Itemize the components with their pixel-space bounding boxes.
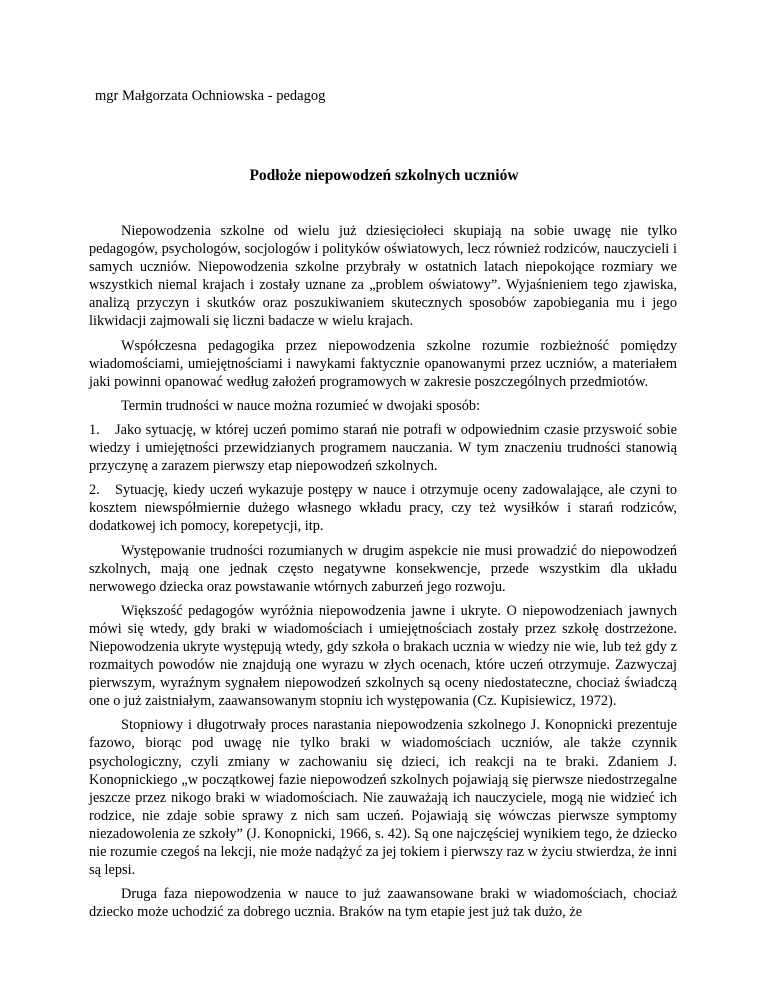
list-item-text: Jako sytuację, w której uczeń pomimo starań nie potrafi w odpowiednim czasie przyswoić sobie wiedzy i umiejętności przewidzianych programem nauczania. W tym znaczeniu trudności stanowią przyczynę a zarazem pierwszy etap niepowodzeń szkolnych. xyxy=(89,421,677,475)
list-item xyxy=(89,421,677,475)
list-item-number: 1. xyxy=(89,421,100,438)
paragraph: Termin trudności w nauce można rozumieć w dwojaki sposób: xyxy=(121,397,481,414)
author-line: mgr Małgorzata Ochniowska - pedagog xyxy=(95,88,326,104)
paragraph: Większość pedagogów wyróżnia niepowodzenia jawne i ukryte. O niepowodzeniach jawnych mówi się wtedy, gdy braki w wiadomościach i umiejętnościach zostały przez szkołę dostrzeżone. Niepowodzenia ukryte występują wtedy, gdy szkoła o brakach ucznia w wiedzy nie wie, lub też gdy z rozmaitych powodów nie znajdują one wyrazu w złych ocenach, które uczeń otrzymuje. Zazwyczaj pierwszym, wyraźnym sygnałem niepowodzeń szkolnych są oceny niedostateczne, chociaż świadczą one o już zaistniałym, zaawansowanym stopniu ich występowania (Cz. Kupisiewicz, 1972). xyxy=(89,602,677,710)
paragraph: Niepowodzenia szkolne od wielu już dziesięciołeci skupiają na sobie uwagę nie tylko pedagogów, psychologów, socjologów i polityków oświatowych, lecz również rodziców, nauczycieli i samych uczniów. Niepowodzenia szkolne przybrały w ostatnich latach niepokojące rozmiary we wszystkich niemal krajach i zostały uznane za „problem oświatowy”. Wyjaśnieniem tego zjawiska, analizą przyczyn i skutków oraz poszukiwaniem skutecznych sposobów zapobiegania mu i jego likwidacji zajmowali się liczni badacze w wielu krajach. xyxy=(89,223,677,330)
list-item-number: 2. xyxy=(89,482,100,499)
paragraph: Druga faza niepowodzenia w nauce to już zaawansowane braki w wiadomościach, chociaż dziecko może uchodzić za dobrego ucznia. Braków na tym etapie jest już tak dużo, że xyxy=(89,886,677,921)
list-item xyxy=(89,481,677,535)
paragraph: Współczesna pedagogika przez niepowodzenia szkolne rozumie rozbieżność pomiędzy wiadomościami, umiejętnościami i nawykami faktycznie opanowanymi przez uczniów, a materiałem jaki powinni opanować według założeń programowych w zakresie poszczególnych przedmiotów. xyxy=(89,337,677,390)
paragraph: Występowanie trudności rozumianych w drugim aspekcie nie musi prowadzić do niepowodzeń szkolnych, mają one jednak często negatywne konsekwencje, przede wszystkim dla układu nerwowego dziecka oraz powstawanie wtórnych zaburzeń jego rozwoju. xyxy=(89,542,677,595)
list-item-text: Sytuację, kiedy uczeń wykazuje postępy w nauce i otrzymuje oceny zadowalające, ale czyni to kosztem niewspółmiernie dużego własnego wkładu pracy, czy też wysiłków i starań rodziców, dodatkowej ich pomocy, korepetycji, itp. xyxy=(89,482,677,535)
paragraph: Stopniowy i długotrwały proces narastania niepowodzenia szkolnego J. Konopnicki prezentuje fazowo, biorąc pod uwagę nie tylko braki w wiadomościach uczniów, ale także czynnik psychologiczny, czyli zmiany w zachowaniu się dzieci, ich reakcji na te braki. Zdaniem J. Konopnickiego „w początkowej fazie niepowodzeń szkolnych pojawiają się pierwsze niedostrzegalne jeszcze przez nikogo braki w wiadomościach. Nie zauważają ich nauczyciele, mogą nie widzieć ich rodzice, nie zdaje sobie sprawy z nich sam uczeń. Pojawiają się wówczas pierwsze symptomy niezadowolenia ze szkoły” (J. Konopnicki, 1966, s. 42). Są one najczęściej wynikiem tego, że dziecko nie rozumie czegoś na lekcji, nie może nadążyć za jej tokiem i pierwszy raz w życiu stwierdza, że inni są lepsi. xyxy=(89,717,677,879)
document-body xyxy=(89,222,677,927)
document-title: Podłoże niepowodzeń szkolnych uczniów xyxy=(249,167,519,184)
